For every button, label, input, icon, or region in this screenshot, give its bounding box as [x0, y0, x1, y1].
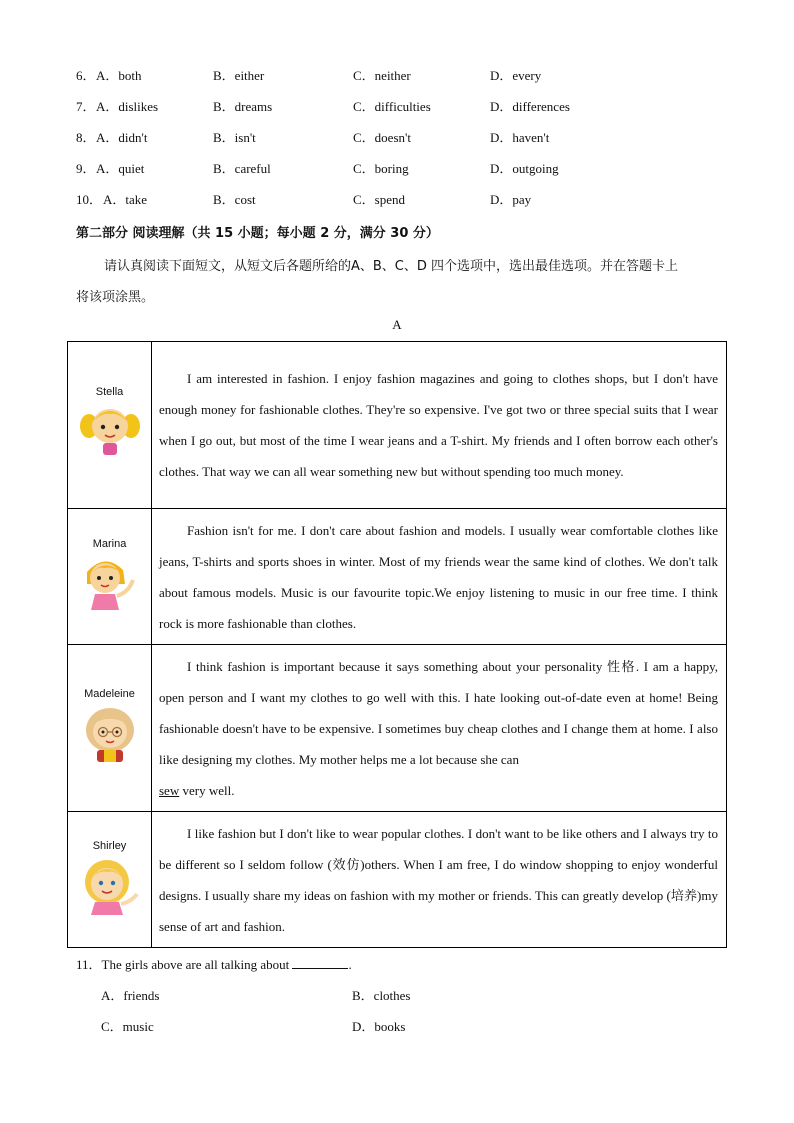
passage-text-cell: [152, 509, 727, 645]
passage-table: [67, 341, 727, 948]
passage-text-cell: [152, 812, 727, 948]
option-d: D．every: [490, 68, 542, 83]
question-number: 6．: [76, 68, 96, 83]
person-name: Shirley: [92, 839, 127, 852]
option-c: C．difficulties: [353, 99, 431, 114]
table-row: [68, 342, 727, 509]
profile-cell: [68, 509, 152, 645]
girl-avatar-icon: [77, 400, 143, 460]
profile-cell: [68, 645, 152, 812]
girl-blonde-avatar-icon: [77, 854, 143, 916]
instruction-line-1: 请认真阅读下面短文，从短文后各题所给的A、B、C、D 四个选项中，选出最佳选项。并在答题卡上: [104, 259, 679, 274]
passage-text: I think fashion is important because it says something about your personality 性格. I am a happy, open person and I want my clothes to go well with this. I hate looking out-of-date even at home! Being fashionable doesn't have to be expensive. I sometimes buy cheap clothes and I change them at home. I also like designing my clothes. My mother helps me a lot because she can: [159, 658, 718, 767]
option-b: B．isn't: [213, 130, 256, 145]
option-d: D．haven't: [490, 130, 550, 145]
option-a: A．quiet: [96, 161, 145, 176]
option-b: B．dreams: [213, 99, 273, 114]
option-d: D．differences: [490, 99, 570, 114]
option-a: A．take: [103, 192, 148, 207]
q11-option-a: A．friends: [101, 988, 160, 1003]
question-11-stem: [76, 954, 352, 973]
option-c: C．boring: [353, 161, 409, 176]
option-a: A．dislikes: [96, 99, 159, 114]
question-number: 7．: [76, 99, 96, 114]
question-number: 9．: [76, 161, 96, 176]
option-b: B．either: [213, 68, 265, 83]
passage-text-cell: [152, 645, 727, 812]
section-title: 第二部分 阅读理解（共 15 小题；每小题 2 分，满分 30 分）: [76, 226, 439, 241]
girl-glasses-avatar-icon: [77, 702, 143, 764]
person-name: Stella: [95, 386, 124, 398]
profile-cell: [68, 342, 152, 509]
option-c: C．spend: [353, 192, 406, 207]
passage-letter: A: [392, 317, 402, 332]
underlined-word: sew: [159, 782, 180, 798]
question-stem: 11．The girls above are all talking about: [76, 957, 290, 972]
q11-option-c: C．music: [101, 1019, 154, 1034]
option-a: A．didn't: [96, 130, 148, 145]
question-number: 10．: [76, 192, 103, 207]
option-b: B．careful: [213, 161, 271, 176]
option-d: D．outgoing: [490, 161, 559, 176]
passage-text: Fashion isn't for me. I don't care about fashion and models. I usually wear comfortable clothes like jeans, T-shirts and sports shoes in winter. Most of my friends wear the same kind of clothes. We don't talk about famous models. Music is our favourite topic.We enjoy listening to music in our free time. I think rock is more fashionable than clothes.: [159, 522, 718, 631]
option-b: B．cost: [213, 192, 256, 207]
table-row: [68, 812, 727, 948]
passage-text-cell: [152, 342, 727, 509]
passage-text: I am interested in fashion. I enjoy fashion magazines and going to clothes shops, but I don't have enough money for fashionable clothes. They're so expensive. I've got two or three special suits that I wear when I go out, but most of the time I wear jeans and a T-shirt. My friends and I often borrow each other's clothes. That way we can all wear something new but without spending too much money.: [159, 371, 718, 479]
option-a: A．both: [96, 68, 142, 83]
table-row: [68, 645, 727, 812]
person-name: Madeleine: [84, 688, 135, 700]
option-c: C．neither: [353, 68, 411, 83]
option-c: C．doesn't: [353, 130, 411, 145]
q11-option-b: B．clothes: [352, 988, 411, 1003]
girl-waving-avatar-icon: [77, 552, 143, 612]
q11-option-d: D．books: [352, 1019, 406, 1034]
instruction-line-2: 将该项涂黑。: [76, 290, 155, 305]
table-row: [68, 509, 727, 645]
answer-blank: [292, 956, 348, 969]
person-name: Marina: [92, 537, 127, 550]
option-d: D．pay: [490, 192, 532, 207]
passage-text: I like fashion but I don't like to wear popular clothes. I don't want to be like others and I always try to be different so I seldom follow (效仿)others. When I am free, I do window shopping to enjoy wonderful designs. I usually share my ideas on fashion with my mother or friends. This can greatly develop (培养)my sense of art and fashion.: [159, 825, 718, 934]
profile-cell: [68, 812, 152, 948]
question-number: 8．: [76, 130, 96, 145]
passage-text-tail: very well.: [179, 782, 235, 798]
question-stem-end: .: [348, 957, 352, 972]
